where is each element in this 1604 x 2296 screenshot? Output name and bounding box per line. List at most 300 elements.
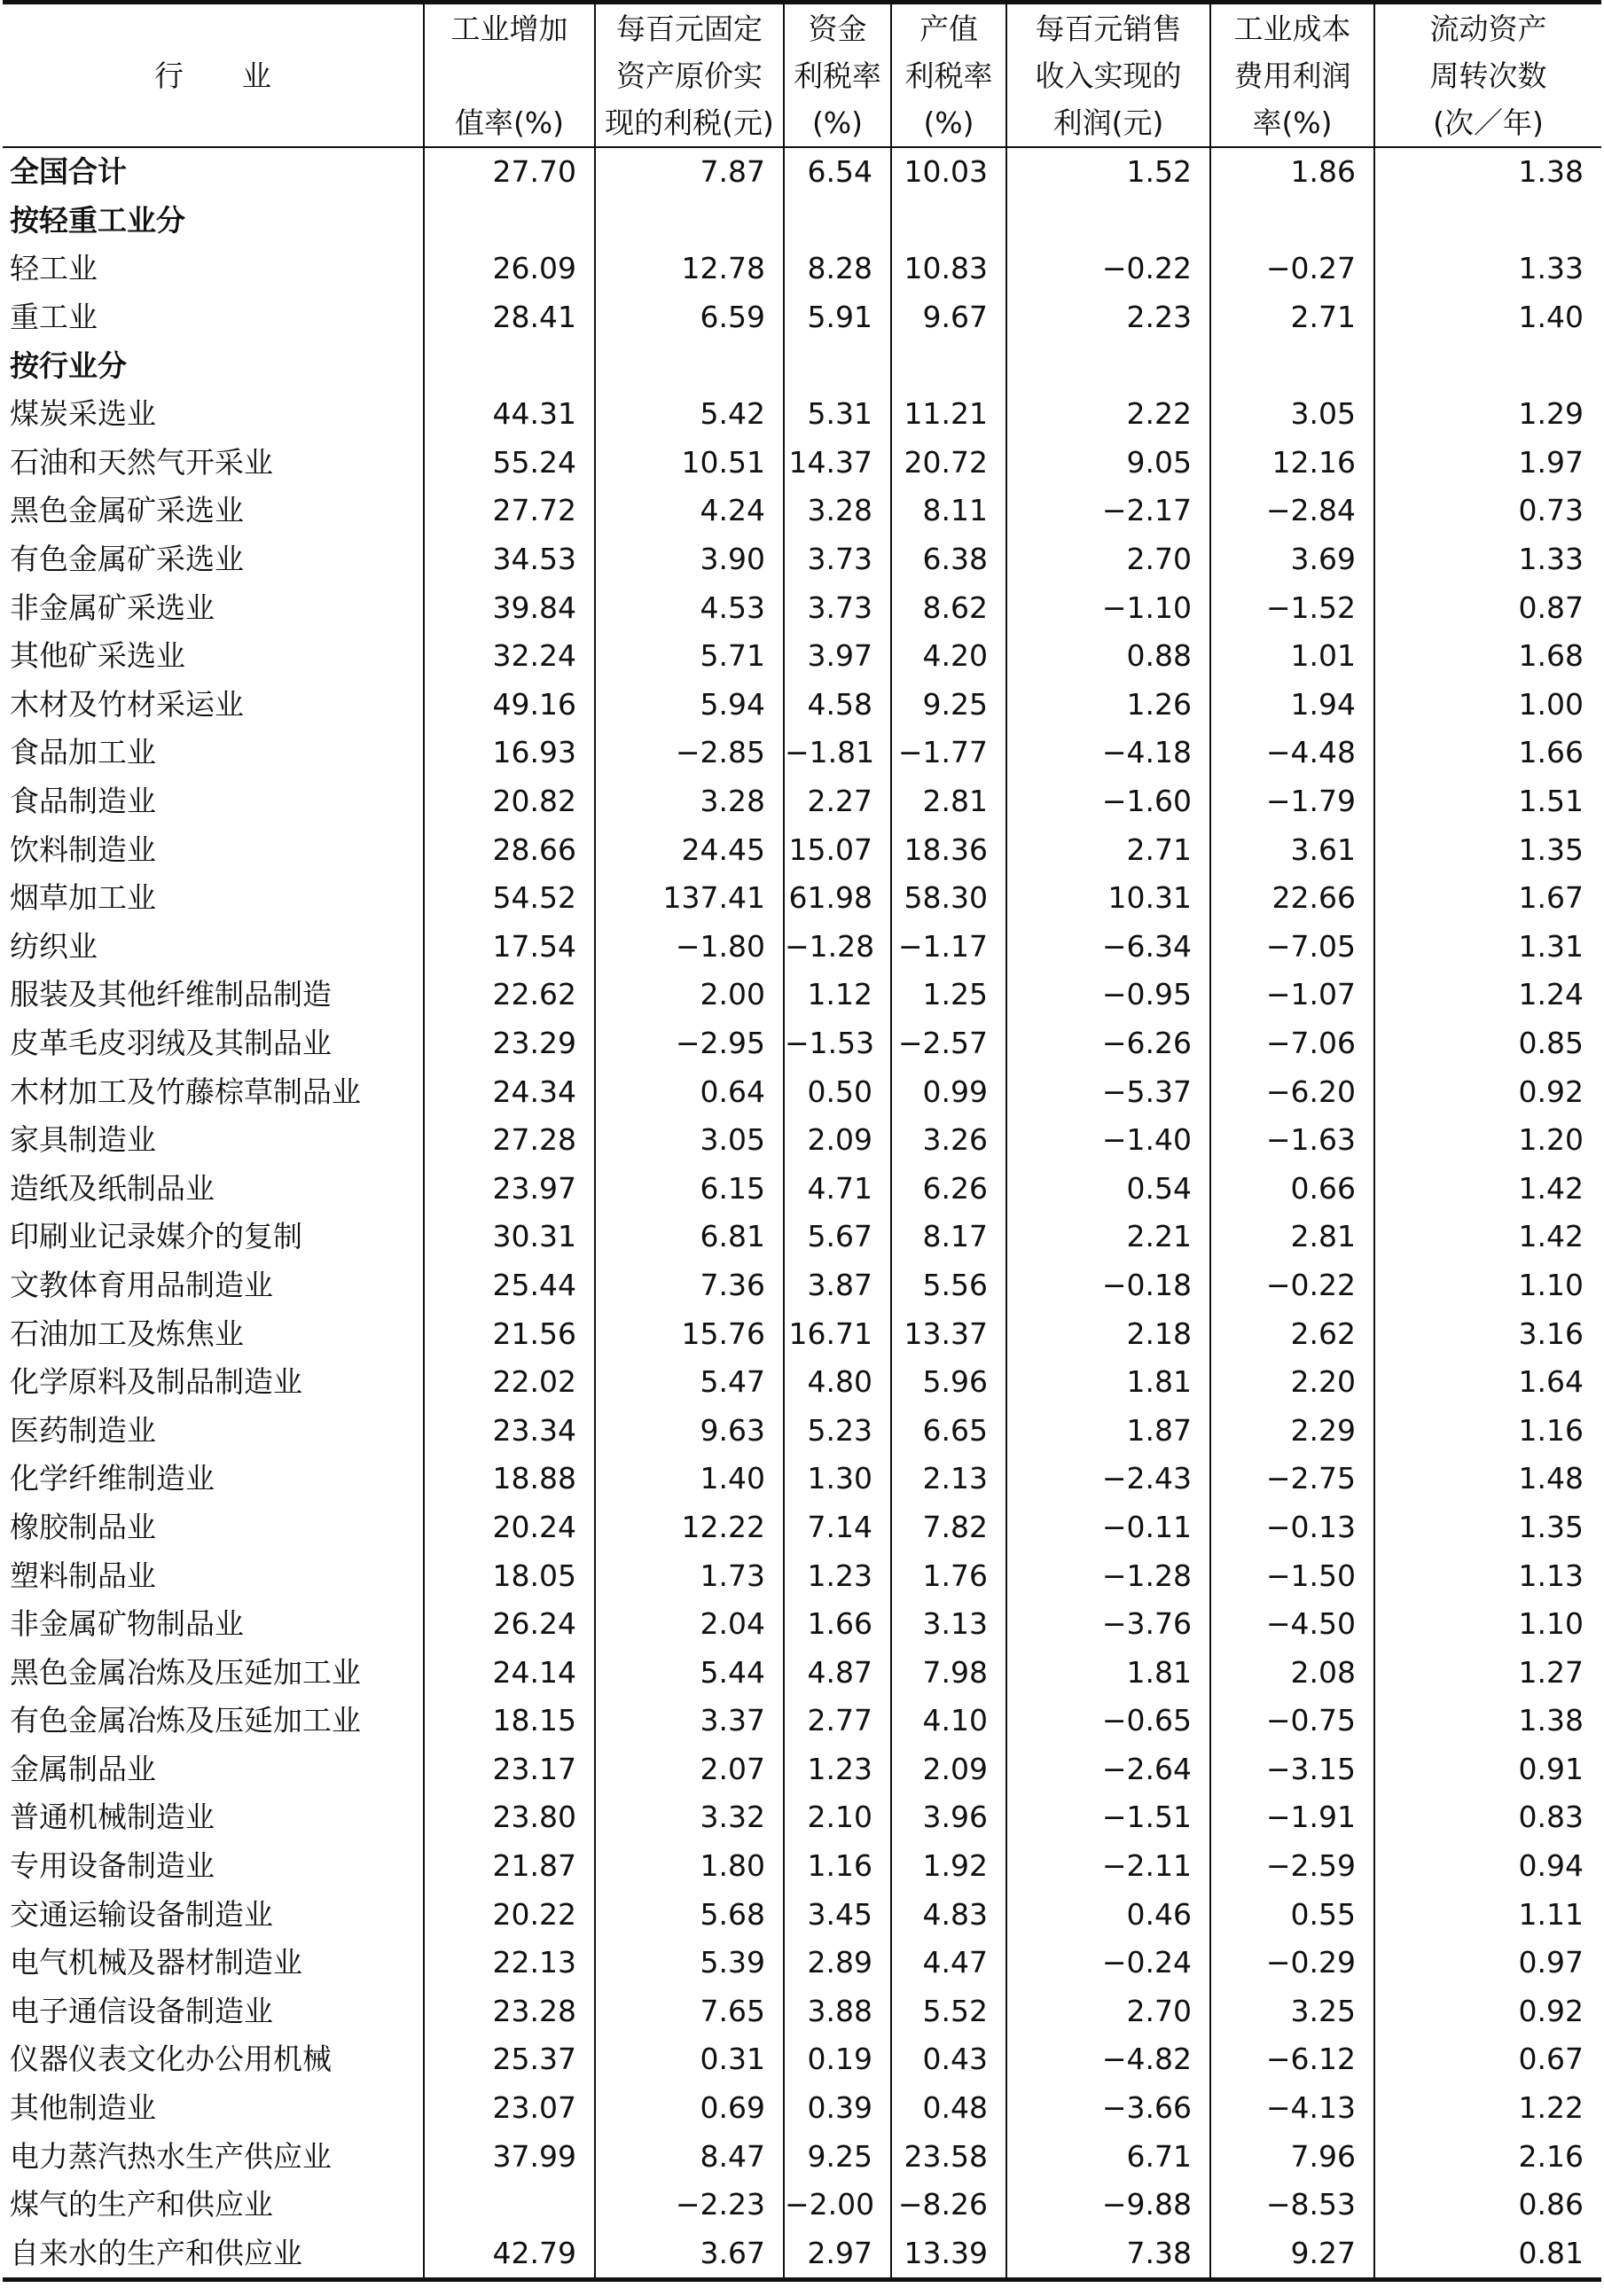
value-cell-col-4: 0.99	[891, 1067, 1006, 1116]
value-cell-col-5: −2.43	[1006, 1455, 1210, 1503]
table-row	[3, 1213, 1601, 1261]
value-cell-col-1: 55.24	[424, 439, 595, 488]
value-cell-col-5: 2.22	[1006, 390, 1210, 439]
header-industry: 行 业	[3, 3, 424, 148]
industry-name-cell: 重工业	[10, 300, 98, 335]
table-row	[3, 1939, 1601, 1988]
value-cell-col-4: −1.17	[891, 923, 1006, 972]
value-cell-col-2: 8.47	[595, 2132, 784, 2181]
value-cell-col-2: 1.73	[595, 1551, 784, 1600]
value-cell-col-4: 1.76	[891, 1551, 1006, 1600]
value-cell-col-5: 2.70	[1006, 535, 1210, 584]
value-cell-col-4: 5.52	[891, 1988, 1006, 2036]
value-cell-col-1	[424, 341, 595, 390]
value-cell-col-6: −2.59	[1210, 1842, 1374, 1891]
value-cell-col-2: 5.42	[595, 390, 784, 439]
value-cell-col-5: 9.05	[1006, 439, 1210, 488]
value-cell-col-6: 2.08	[1210, 1648, 1374, 1697]
value-cell-col-7: 0.67	[1374, 2035, 1601, 2084]
value-cell-col-4: 6.26	[891, 1164, 1006, 1213]
industry-name-cell: 服装及其他纤维制品制造	[10, 977, 332, 1012]
value-cell-col-2: 9.63	[595, 1406, 784, 1455]
header-col-1-line-2	[428, 52, 591, 99]
value-cell-col-2	[595, 197, 784, 246]
table-row	[3, 1842, 1601, 1891]
value-cell-col-4: 3.26	[891, 1116, 1006, 1165]
value-cell-col-7: 1.51	[1374, 777, 1601, 826]
value-cell-col-4	[891, 341, 1006, 390]
value-cell-col-4: 8.17	[891, 1213, 1006, 1261]
value-cell-col-6: 1.86	[1210, 147, 1374, 197]
table-row	[3, 487, 1601, 535]
value-cell-col-3: 2.09	[784, 1116, 891, 1165]
industry-name-cell: 有色金属矿采选业	[10, 542, 244, 577]
table-row	[3, 971, 1601, 1019]
value-cell-col-6: −2.84	[1210, 487, 1374, 535]
value-cell-col-3: 15.07	[784, 825, 891, 874]
header-col-7	[1374, 3, 1601, 148]
header-col-7-line-1: 流动资产	[1429, 11, 1547, 46]
value-cell-col-1: 27.72	[424, 487, 595, 535]
industry-name-cell: 轻工业	[10, 251, 98, 286]
value-cell-col-3: 9.25	[784, 2132, 891, 2181]
value-cell-col-1: 16.93	[424, 729, 595, 777]
value-cell-col-3: 3.73	[784, 535, 891, 584]
table-row	[3, 1309, 1601, 1358]
value-cell-col-5: 0.46	[1006, 1890, 1210, 1939]
value-cell-col-7: 1.27	[1374, 1648, 1601, 1697]
value-cell-col-5: −3.76	[1006, 1600, 1210, 1649]
value-cell-col-4: 2.81	[891, 777, 1006, 826]
industry-name-cell: 电气机械及器材制造业	[10, 1945, 302, 1980]
value-cell-col-2: 5.39	[595, 1939, 784, 1988]
value-cell-col-5: −1.40	[1006, 1116, 1210, 1165]
value-cell-col-2: 2.00	[595, 971, 784, 1019]
value-cell-col-5: −1.51	[1006, 1793, 1210, 1842]
value-cell-col-6: 1.01	[1210, 632, 1374, 681]
value-cell-col-1: 18.05	[424, 1551, 595, 1600]
value-cell-col-3: 0.19	[784, 2035, 891, 2084]
header-col-2-line-3: 现的利税(元)	[605, 105, 774, 140]
value-cell-col-6: −7.05	[1210, 923, 1374, 972]
value-cell-col-4: 3.13	[891, 1600, 1006, 1649]
industry-name-cell: 电子通信设备制造业	[10, 1993, 273, 2028]
value-cell-col-2: 7.87	[595, 147, 784, 197]
value-cell-col-7: 1.33	[1374, 535, 1601, 584]
value-cell-col-4: 6.38	[891, 535, 1006, 584]
industry-name-cell: 按行业分	[10, 348, 127, 383]
value-cell-col-7: 0.86	[1374, 2181, 1601, 2230]
value-cell-col-7: 0.87	[1374, 583, 1601, 632]
value-cell-col-4: 5.96	[891, 1358, 1006, 1407]
value-cell-col-7: 0.94	[1374, 1842, 1601, 1891]
value-cell-col-5: −5.37	[1006, 1067, 1210, 1116]
value-cell-col-5: 2.71	[1006, 825, 1210, 874]
value-cell-col-2: 6.15	[595, 1164, 784, 1213]
value-cell-col-3: 3.73	[784, 583, 891, 632]
value-cell-col-7: 1.24	[1374, 971, 1601, 1019]
value-cell-col-2: 6.59	[595, 293, 784, 342]
value-cell-col-6: −4.13	[1210, 2084, 1374, 2133]
value-cell-col-1: 27.70	[424, 147, 595, 197]
industry-name-cell: 全国合计	[10, 154, 127, 190]
industry-name-cell: 专用设备制造业	[10, 1848, 215, 1884]
value-cell-col-6: 22.66	[1210, 874, 1374, 923]
value-cell-col-5: 1.87	[1006, 1406, 1210, 1455]
value-cell-col-7: 1.68	[1374, 632, 1601, 681]
value-cell-col-6: −1.50	[1210, 1551, 1374, 1600]
header-col-4	[891, 3, 1006, 148]
industry-name-cell: 食品加工业	[10, 735, 156, 770]
value-cell-col-3: 1.23	[784, 1745, 891, 1794]
value-cell-col-3: 5.23	[784, 1406, 891, 1455]
value-cell-col-6: −0.75	[1210, 1697, 1374, 1745]
value-cell-col-2: 0.69	[595, 2084, 784, 2133]
value-cell-col-4: 9.25	[891, 681, 1006, 730]
value-cell-col-1: 44.31	[424, 390, 595, 439]
value-cell-col-1: 27.28	[424, 1116, 595, 1165]
value-cell-col-4: 6.65	[891, 1406, 1006, 1455]
industry-name-cell: 木材加工及竹藤棕草制品业	[10, 1074, 361, 1109]
value-cell-col-3: 1.66	[784, 1600, 891, 1649]
value-cell-col-1: 28.66	[424, 825, 595, 874]
header-col-6	[1210, 3, 1374, 148]
value-cell-col-7: 1.42	[1374, 1164, 1601, 1213]
value-cell-col-1: 18.88	[424, 1455, 595, 1503]
value-cell-col-4: 2.09	[891, 1745, 1006, 1794]
industry-name-cell: 烟草加工业	[10, 880, 156, 916]
table-row	[3, 1551, 1601, 1600]
value-cell-col-5: −4.82	[1006, 2035, 1210, 2084]
value-cell-col-2: 3.05	[595, 1116, 784, 1165]
value-cell-col-5: −0.65	[1006, 1697, 1210, 1745]
value-cell-col-7: 1.16	[1374, 1406, 1601, 1455]
industry-name-cell: 石油和天然气开采业	[10, 444, 273, 480]
value-cell-col-7: 0.92	[1374, 1067, 1601, 1116]
value-cell-col-4: 10.03	[891, 147, 1006, 197]
industry-name-cell: 皮革毛皮羽绒及其制品业	[10, 1025, 332, 1060]
value-cell-col-1	[424, 197, 595, 246]
value-cell-col-1: 17.54	[424, 923, 595, 972]
value-cell-col-5	[1006, 197, 1210, 246]
value-cell-col-7: 2.16	[1374, 2132, 1601, 2181]
header-row	[3, 3, 1601, 148]
value-cell-col-6: −7.06	[1210, 1019, 1374, 1068]
value-cell-col-3: 5.31	[784, 390, 891, 439]
value-cell-col-1: 20.82	[424, 777, 595, 826]
value-cell-col-4: 18.36	[891, 825, 1006, 874]
value-cell-col-2: 5.71	[595, 632, 784, 681]
value-cell-col-5	[1006, 341, 1210, 390]
industry-indicators-table	[3, 0, 1601, 2282]
value-cell-col-3: 2.27	[784, 777, 891, 826]
value-cell-col-7: 1.22	[1374, 2084, 1601, 2133]
industry-name-cell: 黑色金属矿采选业	[10, 493, 244, 528]
value-cell-col-3: 61.98	[784, 874, 891, 923]
value-cell-col-4: 8.62	[891, 583, 1006, 632]
value-cell-col-5: −6.26	[1006, 1019, 1210, 1068]
table-row	[3, 1261, 1601, 1310]
value-cell-col-2: 1.40	[595, 1455, 784, 1503]
value-cell-col-7: 1.97	[1374, 439, 1601, 488]
value-cell-col-3: 14.37	[784, 439, 891, 488]
value-cell-col-7: 1.10	[1374, 1261, 1601, 1310]
value-cell-col-5: −2.11	[1006, 1842, 1210, 1891]
value-cell-col-6: 9.27	[1210, 2230, 1374, 2280]
industry-name-cell: 黑色金属冶炼及压延加工业	[10, 1654, 361, 1690]
value-cell-col-6: 2.71	[1210, 293, 1374, 342]
table-row	[3, 535, 1601, 584]
header-col-4-line-3: (%)	[923, 105, 974, 140]
industry-name-cell: 按轻重工业分	[10, 202, 185, 238]
value-cell-col-6: −6.12	[1210, 2035, 1374, 2084]
value-cell-col-1: 30.31	[424, 1213, 595, 1261]
industry-name-cell: 化学纤维制造业	[10, 1461, 215, 1496]
value-cell-col-4: 0.43	[891, 2035, 1006, 2084]
value-cell-col-1: 23.07	[424, 2084, 595, 2133]
value-cell-col-5: −6.34	[1006, 923, 1210, 972]
value-cell-col-1: 23.17	[424, 1745, 595, 1794]
header-col-6-line-3: 率(%)	[1252, 105, 1333, 140]
value-cell-col-2: 137.41	[595, 874, 784, 923]
value-cell-col-1: 20.22	[424, 1890, 595, 1939]
value-cell-col-7: 1.31	[1374, 923, 1601, 972]
value-cell-col-1: 28.41	[424, 293, 595, 342]
value-cell-col-6: −2.75	[1210, 1455, 1374, 1503]
value-cell-col-5: 0.88	[1006, 632, 1210, 681]
value-cell-col-1: 23.29	[424, 1019, 595, 1068]
value-cell-col-4: 4.47	[891, 1939, 1006, 1988]
value-cell-col-2: 2.04	[595, 1600, 784, 1649]
value-cell-col-4: 13.37	[891, 1309, 1006, 1358]
industry-name-cell: 交通运输设备制造业	[10, 1896, 273, 1932]
header-col-6-line-1: 工业成本	[1233, 11, 1351, 46]
value-cell-col-1: 23.97	[424, 1164, 595, 1213]
header-col-7-line-2: 周转次数	[1429, 58, 1547, 93]
value-cell-col-3: −1.81	[784, 729, 891, 777]
value-cell-col-6: 3.25	[1210, 1988, 1374, 2036]
value-cell-col-3: 3.28	[784, 487, 891, 535]
value-cell-col-3: 4.87	[784, 1648, 891, 1697]
value-cell-col-7: 0.73	[1374, 487, 1601, 535]
value-cell-col-1: 37.99	[424, 2132, 595, 2181]
value-cell-col-2: 10.51	[595, 439, 784, 488]
value-cell-col-4: 4.20	[891, 632, 1006, 681]
header-col-7-line-3: (次／年)	[1433, 105, 1544, 140]
header-col-3	[784, 3, 891, 148]
value-cell-col-3: 1.23	[784, 1551, 891, 1600]
value-cell-col-7: 1.11	[1374, 1890, 1601, 1939]
value-cell-col-5: −4.18	[1006, 729, 1210, 777]
value-cell-col-4: −8.26	[891, 2181, 1006, 2230]
value-cell-col-2: 4.53	[595, 583, 784, 632]
value-cell-col-6: 2.29	[1210, 1406, 1374, 1455]
value-cell-col-6: 2.81	[1210, 1213, 1374, 1261]
header-col-6-line-2: 费用利润	[1233, 58, 1351, 93]
value-cell-col-2: 3.37	[595, 1697, 784, 1745]
header-col-5-line-1: 每百元销售	[1035, 11, 1182, 46]
value-cell-col-2: 5.47	[595, 1358, 784, 1407]
value-cell-col-7: 1.38	[1374, 147, 1601, 197]
value-cell-col-6	[1210, 197, 1374, 246]
value-cell-col-7: 0.81	[1374, 2230, 1601, 2280]
industry-name-cell: 其他制造业	[10, 2090, 156, 2126]
value-cell-col-4: 3.96	[891, 1793, 1006, 1842]
value-cell-col-5: 10.31	[1006, 874, 1210, 923]
value-cell-col-6: −1.91	[1210, 1793, 1374, 1842]
value-cell-col-7: 1.35	[1374, 1503, 1601, 1552]
header-col-2	[595, 3, 784, 148]
value-cell-col-3: 5.91	[784, 293, 891, 342]
value-cell-col-2: 2.07	[595, 1745, 784, 1794]
group-heading-row	[3, 197, 1601, 246]
value-cell-col-4: 10.83	[891, 245, 1006, 293]
industry-name-cell: 家具制造业	[10, 1122, 156, 1158]
industry-name-cell: 文教体育用品制造业	[10, 1267, 273, 1302]
value-cell-col-4: 13.39	[891, 2230, 1006, 2280]
value-cell-col-3: 2.10	[784, 1793, 891, 1842]
value-cell-col-6: 0.55	[1210, 1890, 1374, 1939]
value-cell-col-6: −8.53	[1210, 2181, 1374, 2230]
header-col-4-line-1: 产值	[919, 11, 978, 46]
industry-name-cell: 石油加工及炼焦业	[10, 1316, 244, 1351]
industry-name-cell: 化学原料及制品制造业	[10, 1364, 302, 1400]
value-cell-col-1	[424, 2181, 595, 2230]
header-col-5-line-3: 利润(元)	[1052, 105, 1164, 140]
value-cell-col-3: 4.80	[784, 1358, 891, 1407]
table-row	[3, 439, 1601, 488]
value-cell-col-3: 6.54	[784, 147, 891, 197]
industry-name-cell: 仪器仪表文化办公用机械	[10, 2042, 332, 2077]
value-cell-col-4: 9.67	[891, 293, 1006, 342]
value-cell-col-1: 24.34	[424, 1067, 595, 1116]
table-row	[3, 2132, 1601, 2181]
value-cell-col-3	[784, 197, 891, 246]
table-row	[3, 583, 1601, 632]
value-cell-col-1: 32.24	[424, 632, 595, 681]
table-row	[3, 1455, 1601, 1503]
table-row	[3, 1793, 1601, 1842]
header-col-3-line-2: 利税率	[794, 58, 881, 93]
value-cell-col-5: 1.81	[1006, 1358, 1210, 1407]
value-cell-col-5: 1.52	[1006, 147, 1210, 197]
value-cell-col-3: 2.89	[784, 1939, 891, 1988]
value-cell-col-6: −6.20	[1210, 1067, 1374, 1116]
value-cell-col-4: −1.77	[891, 729, 1006, 777]
header-col-3-line-3: (%)	[811, 105, 864, 140]
value-cell-col-2: 3.32	[595, 1793, 784, 1842]
value-cell-col-2: 3.67	[595, 2230, 784, 2280]
table-body	[3, 147, 1601, 2280]
value-cell-col-2: 4.24	[595, 487, 784, 535]
value-cell-col-4: 7.82	[891, 1503, 1006, 1552]
value-cell-col-5: −0.18	[1006, 1261, 1210, 1310]
value-cell-col-6: 3.61	[1210, 825, 1374, 874]
value-cell-col-2: 12.78	[595, 245, 784, 293]
value-cell-col-7: 3.16	[1374, 1309, 1601, 1358]
value-cell-col-4: 4.83	[891, 1890, 1006, 1939]
value-cell-col-2: −2.95	[595, 1019, 784, 1068]
value-cell-col-4	[891, 197, 1006, 246]
value-cell-col-6: −4.50	[1210, 1600, 1374, 1649]
value-cell-col-7: 1.10	[1374, 1600, 1601, 1649]
group-heading-row	[3, 341, 1601, 390]
industry-name-cell: 纺织业	[10, 928, 98, 964]
industry-name-cell: 金属制品业	[10, 1751, 156, 1786]
industry-name-cell: 橡胶制品业	[10, 1509, 156, 1544]
industry-name-cell: 饮料制造业	[10, 832, 156, 867]
value-cell-col-7: 0.85	[1374, 1019, 1601, 1068]
value-cell-col-5: 1.26	[1006, 681, 1210, 730]
value-cell-col-7: 1.00	[1374, 681, 1601, 730]
value-cell-col-5: −1.28	[1006, 1551, 1210, 1600]
industry-name-cell: 其他矿采选业	[10, 638, 185, 674]
table-row	[3, 2035, 1601, 2084]
table-row	[3, 1648, 1601, 1697]
table-row	[3, 874, 1601, 923]
table-row	[3, 1406, 1601, 1455]
value-cell-col-3: 8.28	[784, 245, 891, 293]
value-cell-col-4: 4.10	[891, 1697, 1006, 1745]
value-cell-col-2	[595, 341, 784, 390]
table-header	[3, 3, 1601, 148]
value-cell-col-1: 23.80	[424, 1793, 595, 1842]
value-cell-col-3: 3.97	[784, 632, 891, 681]
value-cell-col-5: −0.24	[1006, 1939, 1210, 1988]
value-cell-col-7: 1.35	[1374, 825, 1601, 874]
value-cell-col-5: 2.70	[1006, 1988, 1210, 2036]
value-cell-col-3: −2.00	[784, 2181, 891, 2230]
value-cell-col-3: 4.58	[784, 681, 891, 730]
value-cell-col-6: −0.27	[1210, 245, 1374, 293]
value-cell-col-1: 25.44	[424, 1261, 595, 1310]
value-cell-col-7: 1.42	[1374, 1213, 1601, 1261]
industry-name-cell: 印刷业记录媒介的复制	[10, 1219, 302, 1254]
value-cell-col-7: 1.66	[1374, 729, 1601, 777]
value-cell-col-2: 5.44	[595, 1648, 784, 1697]
industry-name-cell: 电力蒸汽热水生产供应业	[10, 2138, 332, 2174]
value-cell-col-7	[1374, 341, 1601, 390]
table-row	[3, 1116, 1601, 1165]
value-cell-col-7: 0.91	[1374, 1745, 1601, 1794]
value-cell-col-2: 0.64	[595, 1067, 784, 1116]
value-cell-col-5: −2.64	[1006, 1745, 1210, 1794]
value-cell-col-2: 12.22	[595, 1503, 784, 1552]
value-cell-col-3: 2.77	[784, 1697, 891, 1745]
value-cell-col-3	[784, 341, 891, 390]
value-cell-col-3: 7.14	[784, 1503, 891, 1552]
value-cell-col-6: 7.96	[1210, 2132, 1374, 2181]
value-cell-col-4: 0.48	[891, 2084, 1006, 2133]
value-cell-col-6: −1.07	[1210, 971, 1374, 1019]
value-cell-col-5: 2.21	[1006, 1213, 1210, 1261]
table-row	[3, 245, 1601, 293]
value-cell-col-7: 0.92	[1374, 1988, 1601, 2036]
value-cell-col-5: 6.71	[1006, 2132, 1210, 2181]
value-cell-col-3: 2.97	[784, 2230, 891, 2280]
table-row	[3, 1988, 1601, 2036]
header-col-5-line-2: 收入实现的	[1035, 58, 1182, 93]
value-cell-col-4: 58.30	[891, 874, 1006, 923]
value-cell-col-5: −0.11	[1006, 1503, 1210, 1552]
value-cell-col-6	[1210, 341, 1374, 390]
value-cell-col-7: 0.83	[1374, 1793, 1601, 1842]
table-row	[3, 681, 1601, 730]
value-cell-col-7: 1.29	[1374, 390, 1601, 439]
value-cell-col-1: 39.84	[424, 583, 595, 632]
industry-name-cell: 塑料制品业	[10, 1558, 156, 1593]
value-cell-col-1: 21.56	[424, 1309, 595, 1358]
